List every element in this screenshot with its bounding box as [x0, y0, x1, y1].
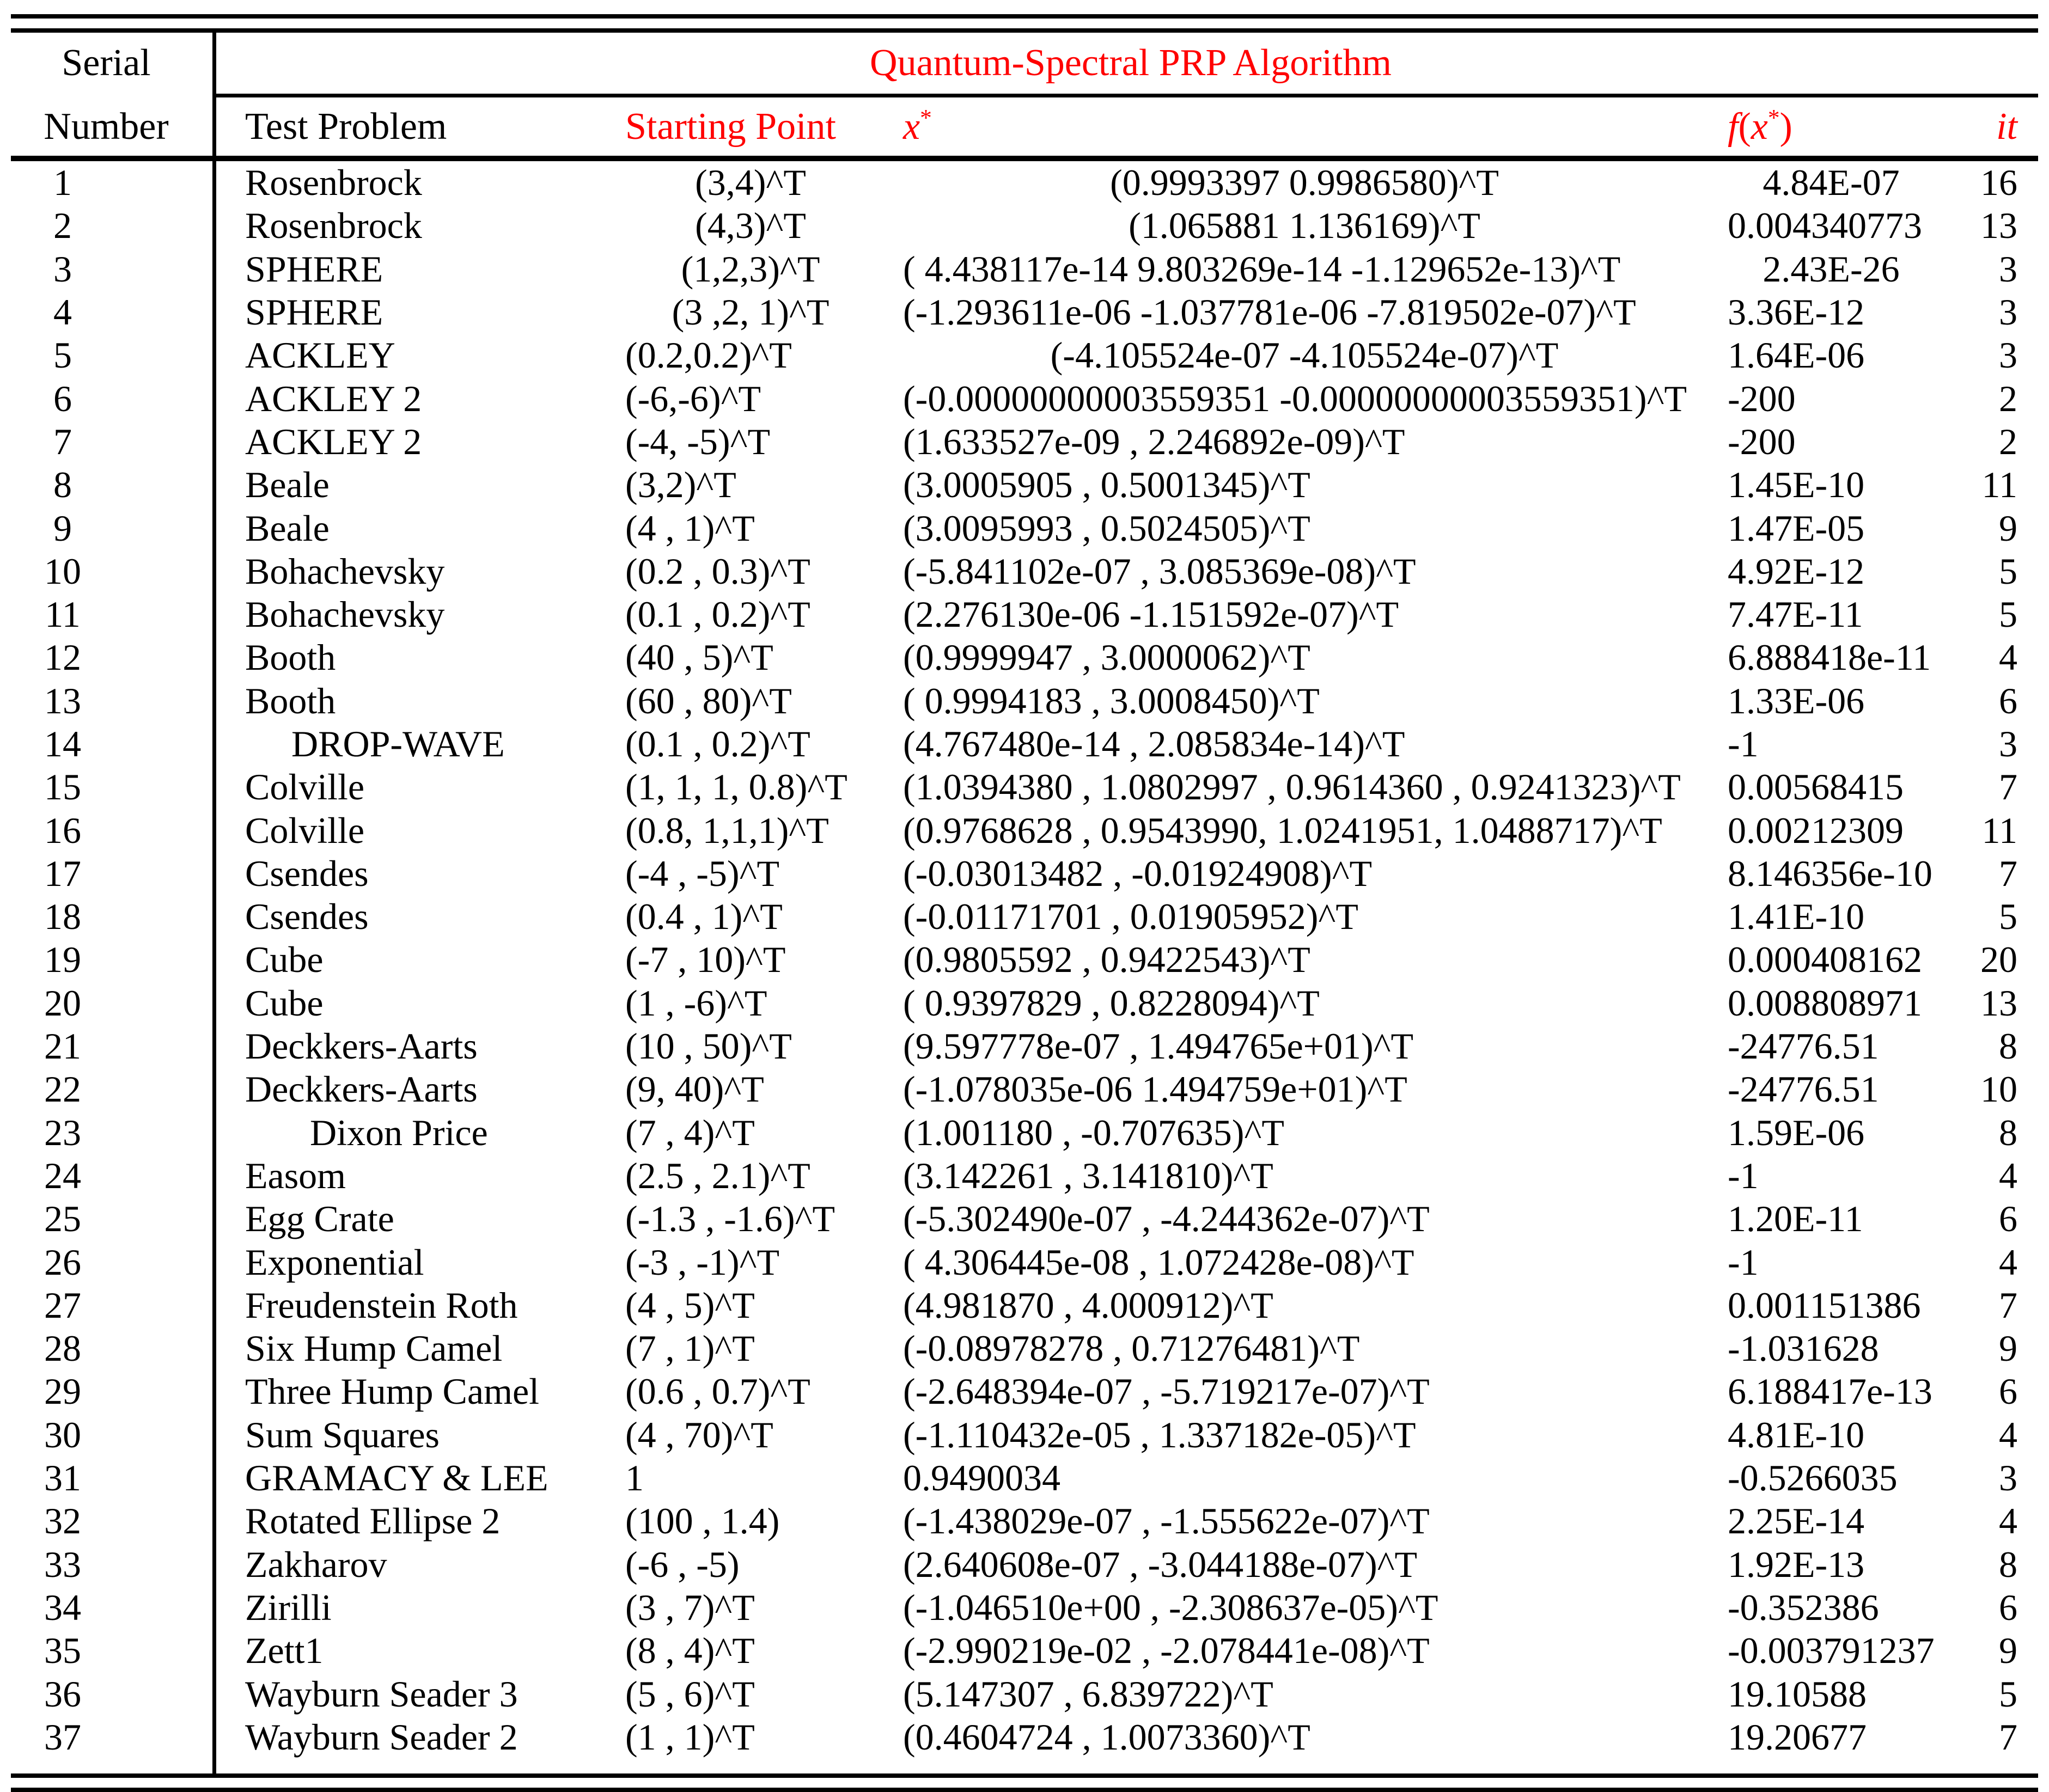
cell-x-star: (5.147307 , 6.839722)^T — [903, 1673, 1273, 1715]
table-row — [0, 636, 2017, 679]
cell-f-value: -1 — [1728, 723, 1759, 764]
cell-f-value: 1.20E-11 — [1728, 1198, 1863, 1240]
cell-iterations: 5 — [1999, 896, 2017, 938]
cell-x-star: (-0.01171701 , 0.01905952)^T — [903, 896, 1358, 938]
cell-test-problem: Zett1 — [245, 1630, 324, 1672]
cell-iterations: 9 — [1999, 507, 2017, 549]
cell-x-star: (-0.08978278 , 0.71276481)^T — [903, 1328, 1360, 1369]
cell-serial: 7 — [53, 420, 72, 462]
table-row — [0, 1111, 2017, 1154]
table-row — [0, 550, 2017, 593]
cell-x-star: (-1.293611e-06 -1.037781e-06 -7.819502e-07)^T — [903, 291, 1636, 333]
it-label: it — [1996, 105, 2017, 148]
cell-x-star: ( 4.306445e-08 , 1.072428e-08)^T — [903, 1241, 1414, 1283]
cell-f-value: 1.33E-06 — [1728, 680, 1865, 721]
cell-iterations: 4 — [1999, 1414, 2017, 1455]
cell-starting-point: (4 , 70)^T — [625, 1414, 773, 1455]
cell-starting-point: (0.1 , 0.2)^T — [625, 723, 810, 764]
cell-iterations: 4 — [1999, 1241, 2017, 1283]
cell-x-star: (3.0095993 , 0.5024505)^T — [903, 507, 1310, 549]
cell-iterations: 4 — [1999, 1500, 2017, 1542]
cell-x-star: (0.9999947 , 3.0000062)^T — [903, 637, 1310, 678]
cell-iterations: 8 — [1999, 1025, 2017, 1067]
bottom-rule-gap — [0, 1778, 2049, 1788]
cell-iterations: 2 — [1999, 377, 2017, 419]
cell-x-star: ( 0.9397829 , 0.8228094)^T — [903, 982, 1320, 1024]
cell-serial: 6 — [53, 377, 72, 419]
header-bottom-rule — [11, 156, 2038, 161]
table-row — [0, 1672, 2017, 1715]
table-row — [0, 1629, 2017, 1672]
cell-iterations: 16 — [1980, 162, 2017, 204]
cell-f-value: 8.146356e-10 — [1728, 852, 1932, 894]
cell-test-problem: Wayburn Seader 3 — [245, 1673, 518, 1715]
cell-starting-point: (1, 1, 1, 0.8)^T — [625, 766, 847, 808]
cell-iterations: 3 — [1999, 1457, 2017, 1499]
cell-starting-point: (3 ,2, 1)^T — [672, 291, 830, 333]
table-row — [0, 161, 2017, 204]
cell-test-problem: Csendes — [245, 896, 369, 938]
serial-header-line2: Number — [44, 105, 169, 148]
cell-f-value: 0.001151386 — [1728, 1284, 1921, 1326]
column-header-test-problem: Test Problem — [245, 105, 447, 148]
f-open-paren: ( — [1738, 105, 1751, 148]
cell-starting-point: (3 , 7)^T — [625, 1586, 755, 1628]
cell-starting-point: 1 — [625, 1457, 644, 1499]
table-row — [0, 766, 2017, 809]
cell-serial: 30 — [44, 1414, 81, 1455]
table-row — [0, 1414, 2017, 1457]
cell-f-value: 1.47E-05 — [1728, 507, 1865, 549]
table-top-rule-outer — [11, 14, 2038, 19]
cell-f-value: 3.36E-12 — [1728, 291, 1865, 333]
cell-serial: 22 — [44, 1068, 81, 1110]
cell-starting-point: (100 , 1.4) — [625, 1500, 780, 1542]
cell-test-problem: ACKLEY — [245, 334, 395, 376]
table-row — [0, 1543, 2017, 1586]
cell-iterations: 6 — [1999, 1198, 2017, 1240]
cell-starting-point: (-6 , -5) — [625, 1543, 740, 1585]
cell-serial: 36 — [44, 1673, 81, 1715]
cell-starting-point: (60 , 80)^T — [625, 680, 792, 721]
table-row — [0, 809, 2017, 852]
spanning-header-underline — [212, 94, 2038, 97]
cell-test-problem: Booth — [245, 680, 336, 721]
cell-starting-point: (4 , 5)^T — [625, 1284, 755, 1326]
cell-f-value: 0.00212309 — [1728, 809, 1904, 851]
cell-serial: 26 — [44, 1241, 81, 1283]
cell-f-value: 19.20677 — [1728, 1716, 1867, 1758]
cell-test-problem: Cube — [245, 982, 324, 1024]
cell-f-value: 19.10588 — [1728, 1673, 1867, 1715]
cell-iterations: 8 — [1999, 1111, 2017, 1153]
table-body — [0, 161, 2049, 1759]
cell-serial: 25 — [44, 1198, 81, 1240]
cell-serial: 13 — [44, 680, 81, 721]
table-row — [0, 895, 2017, 938]
cell-f-value: -0.003791237 — [1728, 1630, 1935, 1672]
cell-iterations: 9 — [1999, 1328, 2017, 1369]
column-header-f-x-star — [1706, 105, 1935, 149]
cell-x-star: 0.9490034 — [903, 1457, 1060, 1499]
cell-iterations: 11 — [1981, 809, 2017, 851]
table-row — [0, 377, 2017, 420]
cell-serial: 1 — [53, 162, 72, 204]
cell-f-value: -24776.51 — [1728, 1068, 1879, 1110]
cell-f-value: 0.000408162 — [1728, 939, 1922, 981]
cell-starting-point: (-3 , -1)^T — [625, 1241, 780, 1283]
cell-test-problem: Cube — [245, 939, 324, 981]
cell-starting-point: (-1.3 , -1.6)^T — [625, 1198, 836, 1240]
cell-serial: 27 — [44, 1284, 81, 1326]
cell-iterations: 3 — [1999, 334, 2017, 376]
cell-starting-point: (-7 , 10)^T — [625, 939, 786, 981]
table-row — [0, 1025, 2017, 1068]
cell-serial: 28 — [44, 1328, 81, 1369]
cell-test-problem: Colville — [245, 766, 365, 808]
cell-test-problem: Rosenbrock — [245, 162, 422, 204]
cell-iterations: 4 — [1999, 637, 2017, 678]
cell-serial: 11 — [45, 594, 81, 635]
column-header-starting-point: Starting Point — [625, 105, 836, 148]
cell-x-star: (-1.438029e-07 , -1.555622e-07)^T — [903, 1500, 1430, 1542]
cell-f-value: 7.47E-11 — [1728, 594, 1863, 635]
cell-x-star: (-2.648394e-07 , -5.719217e-07)^T — [903, 1371, 1430, 1412]
table-row — [0, 1370, 2017, 1413]
cell-serial: 34 — [44, 1586, 81, 1628]
cell-x-star: (1.0394380 , 1.0802997 , 0.9614360 , 0.9241323)^T — [903, 766, 1681, 808]
f-symbol: f — [1728, 105, 1739, 148]
cell-serial: 19 — [44, 939, 81, 981]
cell-f-value: -200 — [1728, 377, 1796, 419]
cell-serial: 3 — [53, 248, 72, 290]
cell-f-value: -24776.51 — [1728, 1025, 1879, 1067]
cell-iterations: 5 — [1999, 550, 2017, 592]
cell-test-problem: Freudenstein Roth — [245, 1284, 518, 1326]
algorithm-title: Quantum-Spectral PRP Algorithm — [870, 42, 1392, 84]
cell-starting-point: (0.2 , 0.3)^T — [625, 550, 810, 592]
cell-f-value: -200 — [1728, 420, 1796, 462]
table-row — [0, 291, 2017, 334]
cell-iterations: 4 — [1999, 1154, 2017, 1196]
table-row — [0, 938, 2017, 981]
cell-iterations: 5 — [1999, 594, 2017, 635]
cell-x-star: (1.633527e-09 , 2.246892e-09)^T — [903, 420, 1405, 462]
cell-starting-point: (1 , 1)^T — [625, 1716, 755, 1758]
cell-starting-point: (2.5 , 2.1)^T — [625, 1154, 810, 1196]
cell-test-problem: Wayburn Seader 2 — [245, 1716, 518, 1758]
table-row — [0, 593, 2017, 636]
cell-iterations: 3 — [1999, 723, 2017, 764]
table-row — [0, 334, 2017, 377]
cell-iterations: 9 — [1999, 1630, 2017, 1672]
cell-f-value: 1.64E-06 — [1728, 334, 1865, 376]
cell-starting-point: (7 , 4)^T — [625, 1111, 755, 1153]
cell-serial: 17 — [44, 852, 81, 894]
cell-f-value: -0.5266035 — [1728, 1457, 1898, 1499]
cell-serial: 20 — [44, 982, 81, 1024]
cell-serial: 24 — [44, 1154, 81, 1196]
table-row — [0, 982, 2017, 1025]
cell-test-problem: Rotated Ellipse 2 — [245, 1500, 501, 1542]
cell-test-problem: Csendes — [245, 852, 369, 894]
cell-test-problem: ACKLEY 2 — [245, 420, 422, 462]
cell-f-value: -1 — [1728, 1154, 1759, 1196]
table-row — [0, 1457, 2017, 1500]
cell-test-problem: Beale — [245, 464, 330, 506]
cell-test-problem: Three Hump Camel — [245, 1371, 540, 1412]
cell-serial: 21 — [44, 1025, 81, 1067]
cell-serial: 8 — [53, 464, 72, 506]
column-header-x-star — [876, 105, 1706, 149]
cell-f-value: 0.004340773 — [1728, 205, 1922, 247]
table-row — [0, 1716, 2017, 1759]
cell-serial: 4 — [53, 291, 72, 333]
cell-starting-point: (5 , 6)^T — [625, 1673, 755, 1715]
bottom-gap — [0, 1759, 2049, 1773]
cell-f-value: 4.92E-12 — [1728, 550, 1865, 592]
cell-test-problem: Rosenbrock — [245, 205, 422, 247]
cell-test-problem: Colville — [245, 809, 365, 851]
cell-iterations: 2 — [1999, 420, 2017, 462]
cell-f-value: -1.031628 — [1728, 1328, 1879, 1369]
cell-iterations: 11 — [1981, 464, 2017, 506]
cell-iterations: 7 — [1999, 1284, 2017, 1326]
table-row — [0, 723, 2017, 766]
table-row — [0, 852, 2017, 895]
cell-serial: 35 — [44, 1630, 81, 1672]
cell-iterations: 3 — [1999, 248, 2017, 290]
cell-starting-point: (-6,-6)^T — [625, 377, 761, 419]
cell-test-problem: Bohachevsky — [245, 594, 445, 635]
cell-test-problem: GRAMACY & LEE — [245, 1457, 548, 1499]
cell-f-value: -1 — [1728, 1241, 1759, 1283]
cell-serial: 15 — [44, 766, 81, 808]
cell-x-star: (0.9993397 0.9986580)^T — [1110, 162, 1499, 204]
serial-column-divider — [212, 33, 216, 1778]
cell-x-star: (0.9805592 , 0.9422543)^T — [903, 939, 1310, 981]
column-header-iterations — [1935, 105, 2017, 149]
cell-test-problem: Easom — [245, 1154, 346, 1196]
cell-f-value: 6.888418e-11 — [1728, 637, 1931, 678]
cell-f-value: 6.188417e-13 — [1728, 1371, 1932, 1412]
cell-serial: 16 — [44, 809, 81, 851]
cell-iterations: 5 — [1999, 1673, 2017, 1715]
cell-starting-point: (0.6 , 0.7)^T — [625, 1371, 810, 1412]
cell-x-star: (3.0005905 , 0.5001345)^T — [903, 464, 1310, 506]
serial-header-line1: Serial — [62, 42, 151, 84]
cell-f-value: -0.352386 — [1728, 1586, 1879, 1628]
cell-x-star: (-5.302490e-07 , -4.244362e-07)^T — [903, 1198, 1430, 1240]
cell-starting-point: (1 , -6)^T — [625, 982, 767, 1024]
cell-serial: 18 — [44, 896, 81, 938]
cell-x-star: (-5.841102e-07 , 3.085369e-08)^T — [903, 550, 1416, 592]
cell-starting-point: (0.8, 1,1,1)^T — [625, 809, 829, 851]
table-row — [0, 1068, 2017, 1111]
top-rule-gap — [0, 19, 2049, 28]
cell-test-problem: SPHERE — [245, 291, 383, 333]
table-row — [0, 420, 2017, 463]
cell-iterations: 7 — [1999, 852, 2017, 894]
cell-starting-point: (-4 , -5)^T — [625, 852, 780, 894]
cell-iterations: 6 — [1999, 1586, 2017, 1628]
cell-x-star: (0.9768628 , 0.9543990, 1.0241951, 1.0488717)^T — [903, 809, 1662, 851]
cell-starting-point: (4 , 1)^T — [625, 507, 755, 549]
cell-test-problem: Exponential — [245, 1241, 424, 1283]
cell-x-star: (-0.03013482 , -0.01924908)^T — [903, 852, 1373, 894]
cell-f-value: 2.43E-26 — [1763, 248, 1900, 290]
cell-f-value: 0.008808971 — [1728, 982, 1922, 1024]
table-row — [0, 680, 2017, 723]
cell-f-value: 1.59E-06 — [1728, 1111, 1865, 1153]
cell-test-problem: Beale — [245, 507, 330, 549]
cell-starting-point: (0.4 , 1)^T — [625, 896, 783, 938]
cell-x-star: (4.981870 , 4.000912)^T — [903, 1284, 1273, 1326]
cell-serial: 5 — [53, 334, 72, 376]
x-star-superscript: * — [920, 105, 932, 131]
cell-test-problem: Zakharov — [245, 1543, 387, 1585]
cell-iterations: 10 — [1980, 1068, 2017, 1110]
cell-x-star: (1.001180 , -0.707635)^T — [903, 1111, 1284, 1153]
f-close-paren: ) — [1779, 105, 1792, 148]
cell-starting-point: (7 , 1)^T — [625, 1328, 755, 1369]
table-bottom-rule-outer — [11, 1788, 2038, 1792]
f-x-superscript: * — [1767, 105, 1780, 131]
cell-x-star: ( 4.438117e-14 9.803269e-14 -1.129652e-13)^T — [903, 248, 1621, 290]
cell-iterations: 3 — [1999, 291, 2017, 333]
cell-x-star: ( 0.9994183 , 3.0008450)^T — [903, 680, 1320, 721]
table-bottom-rule-inner — [11, 1773, 2038, 1778]
cell-x-star: (1.065881 1.136169)^T — [1129, 205, 1480, 247]
cell-iterations: 8 — [1999, 1543, 2017, 1585]
header-row-columns — [0, 97, 2049, 156]
header-row-span — [0, 33, 2049, 94]
cell-x-star: (-0.00000000003559351 -0.00000000003559351)^T — [903, 377, 1687, 419]
cell-test-problem: Egg Crate — [245, 1198, 394, 1240]
cell-test-problem: Zirilli — [245, 1586, 332, 1628]
cell-iterations: 13 — [1980, 205, 2017, 247]
cell-x-star: (9.597778e-07 , 1.494765e+01)^T — [903, 1025, 1414, 1067]
cell-serial: 23 — [44, 1111, 81, 1153]
cell-iterations: 13 — [1980, 982, 2017, 1024]
cell-serial: 9 — [53, 507, 72, 549]
cell-test-problem: Booth — [245, 637, 336, 678]
table-top-rule-inner — [11, 28, 2038, 33]
cell-test-problem: ACKLEY 2 — [245, 377, 422, 419]
table-row — [0, 1500, 2017, 1543]
cell-serial: 32 — [44, 1500, 81, 1542]
cell-f-value: 4.84E-07 — [1763, 162, 1900, 204]
cell-serial: 37 — [44, 1716, 81, 1758]
cell-starting-point: (40 , 5)^T — [625, 637, 773, 678]
cell-test-problem: Dixon Price — [245, 1111, 488, 1153]
cell-starting-point: (4,3)^T — [695, 205, 806, 247]
cell-starting-point: (-4, -5)^T — [625, 420, 771, 462]
cell-serial: 10 — [44, 550, 81, 592]
cell-f-value: 1.41E-10 — [1728, 896, 1865, 938]
cell-f-value: 0.00568415 — [1728, 766, 1904, 808]
cell-x-star: (-1.078035e-06 1.494759e+01)^T — [903, 1068, 1407, 1110]
x-star-symbol: x — [903, 105, 920, 148]
cell-x-star: (3.142261 , 3.141810)^T — [903, 1154, 1273, 1196]
cell-f-value: 4.81E-10 — [1728, 1414, 1865, 1455]
cell-starting-point: (10 , 50)^T — [625, 1025, 792, 1067]
cell-f-value: 1.92E-13 — [1728, 1543, 1865, 1585]
cell-iterations: 6 — [1999, 1371, 2017, 1412]
cell-serial: 12 — [44, 637, 81, 678]
cell-x-star: (0.4604724 , 1.0073360)^T — [903, 1716, 1310, 1758]
cell-iterations: 7 — [1999, 766, 2017, 808]
cell-x-star: (2.276130e-06 -1.151592e-07)^T — [903, 594, 1399, 635]
cell-x-star: (-4.105524e-07 -4.105524e-07)^T — [1050, 334, 1559, 376]
table-row — [0, 1327, 2017, 1370]
cell-iterations: 20 — [1980, 939, 2017, 981]
table-row — [0, 463, 2017, 506]
cell-serial: 29 — [44, 1371, 81, 1412]
cell-test-problem: Sum Squares — [245, 1414, 440, 1455]
cell-starting-point: (0.2,0.2)^T — [625, 334, 792, 376]
cell-test-problem: Deckkers-Aarts — [245, 1025, 478, 1067]
cell-x-star: (-1.046510e+00 , -2.308637e-05)^T — [903, 1586, 1438, 1628]
cell-serial: 2 — [53, 205, 72, 247]
cell-iterations: 6 — [1999, 680, 2017, 721]
table-row — [0, 506, 2017, 549]
table-row — [0, 204, 2017, 247]
cell-x-star: (2.640608e-07 , -3.044188e-07)^T — [903, 1543, 1418, 1585]
table-row — [0, 1284, 2017, 1327]
cell-test-problem: Deckkers-Aarts — [245, 1068, 478, 1110]
cell-f-value: 1.45E-10 — [1728, 464, 1865, 506]
cell-x-star: (4.767480e-14 , 2.085834e-14)^T — [903, 723, 1405, 764]
table-row — [0, 1154, 2017, 1197]
cell-x-star: (-2.990219e-02 , -2.078441e-08)^T — [903, 1630, 1430, 1672]
cell-serial: 14 — [44, 723, 81, 764]
cell-starting-point: (9, 40)^T — [625, 1068, 764, 1110]
f-x-symbol: x — [1751, 105, 1768, 148]
cell-serial: 31 — [44, 1457, 81, 1499]
cell-iterations: 7 — [1999, 1716, 2017, 1758]
cell-x-star: (-1.110432e-05 , 1.337182e-05)^T — [903, 1414, 1416, 1455]
cell-test-problem: DROP-WAVE — [245, 723, 505, 764]
cell-serial: 33 — [44, 1543, 81, 1585]
cell-starting-point: (0.1 , 0.2)^T — [625, 594, 810, 635]
cell-starting-point: (3,2)^T — [625, 464, 736, 506]
cell-f-value: 2.25E-14 — [1728, 1500, 1865, 1542]
cell-starting-point: (8 , 4)^T — [625, 1630, 755, 1672]
cell-test-problem: Bohachevsky — [245, 550, 445, 592]
cell-starting-point: (1,2,3)^T — [681, 248, 820, 290]
table-row — [0, 1197, 2017, 1240]
cell-test-problem: Six Hump Camel — [245, 1328, 503, 1369]
table-row — [0, 248, 2017, 291]
table-row — [0, 1586, 2017, 1629]
cell-test-problem: SPHERE — [245, 248, 383, 290]
cell-starting-point: (3,4)^T — [695, 162, 806, 204]
table-row — [0, 1240, 2017, 1283]
